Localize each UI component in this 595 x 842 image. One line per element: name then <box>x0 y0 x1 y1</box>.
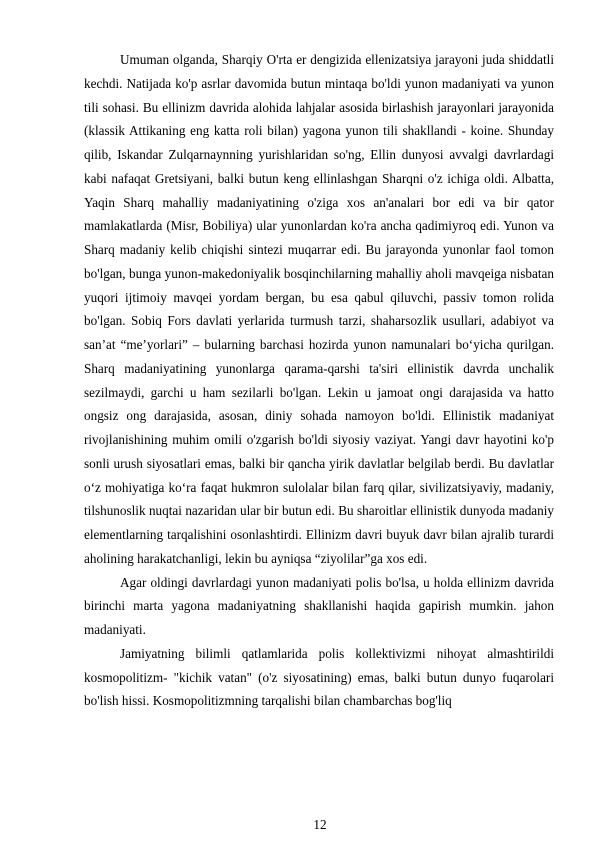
paragraph-3: Jamiyatning bilimli qatlamlarida polis kollektivizmi nihoyat almashtirildi kosmopolitizm- "kichik vatan" (o'z siyosatining) emas, balki butun dunyo fuqarolari bo'lish hissi. Kosmopolitizmning tarqalishi bilan chambarchas bog'liq <box>84 645 554 709</box>
paragraph-2: Agar oldingi davrlardagi yunon madaniyati polis bo'lsa, u holda ellinizm davrida birinchi marta yagona madaniyatning shakllanishi haqida gapirish mumkin. jahon madaniyati. <box>84 574 554 637</box>
page-number: 12 <box>313 817 327 832</box>
body-text <box>84 48 554 713</box>
paragraph-1: Umuman olganda, Sharqiy O'rta er dengizida ellenizatsiya jarayoni juda shiddatli kechdi. Natijada ko'p asrlar davomida butun mintaqa bo'ldi yunon madaniyati va yunon tili sohasi. Bu ellinizm davrida alohida lahjalar asosida birlashish jarayonlari jarayonida (klassik Attikaning eng katta roli bilan) yagona yunon tili shakllandi - koine. Shunday qilib, Iskandar Zulqarnaynning yurishlaridan so'ng, Ellin dunyosi avvalgi davrlardagi kabi nafaqat Gretsiyani, balki butun keng ellinlashgan Sharqni o'z ichiga oldi. Albatta, Yaqin Sharq mahalliy madaniyatining o'ziga xos an'analari bor edi va bir qator mamlakatlarda (Misr, Bobiliya) ular yunonlardan ko'ra ancha qadimiyroq edi. Yunon va Sharq madaniy kelib chiqishi sintezi muqarrar edi. Bu jarayonda yunonlar faol tomon bo'lgan, bunga yunon-makedoniyalik bosqinchilarning mahalliy aholi mavqeiga nisbatan yuqori ijtimoiy mavqei yordam bergan, bu esa qabul qiluvchi, passiv tomon rolida bo'lgan. Sobiq Fors davlati yerlarida turmush tarzi, shaharsozlik usullari, adabiyot va san’at “me’yorlari” – bularning barchasi hozirda yunon namunalari bo‘yicha qurilgan. Sharq madaniyatining yunonlarga qarama-qarshi ta'siri ellinistik davrda unchalik sezilmaydi, garchi u ham sezilarli bo'lgan. Lekin u jamoat ongi darajasida va hatto ongsiz ong darajasida, asosan, diniy sohada namoyon bo'ldi. Ellinistik madaniyat rivojlanishining muhim omili o'zgarish bo'ldi siyosiy vaziyat. Yangi davr hayotini ko'p sonli urush siyosatlari emas, balki bir qancha yirik davlatlar belgilab berdi. Bu davlatlar o‘z mohiyatiga ko‘ra faqat hukmron sulolalar bilan farq qilar, sivilizatsiyaviy, madaniy, tilshunoslik nuqtai nazaridan ular bir butun edi. Bu sharoitlar ellinistik dunyoda madaniy elementlarning tarqalishini osonlashtirdi. Ellinizm davri buyuk davr bilan ajralib turardi aholining harakatchanligi, lekin bu ayniqsa “ziyolilar”ga xos edi. <box>84 52 554 566</box>
